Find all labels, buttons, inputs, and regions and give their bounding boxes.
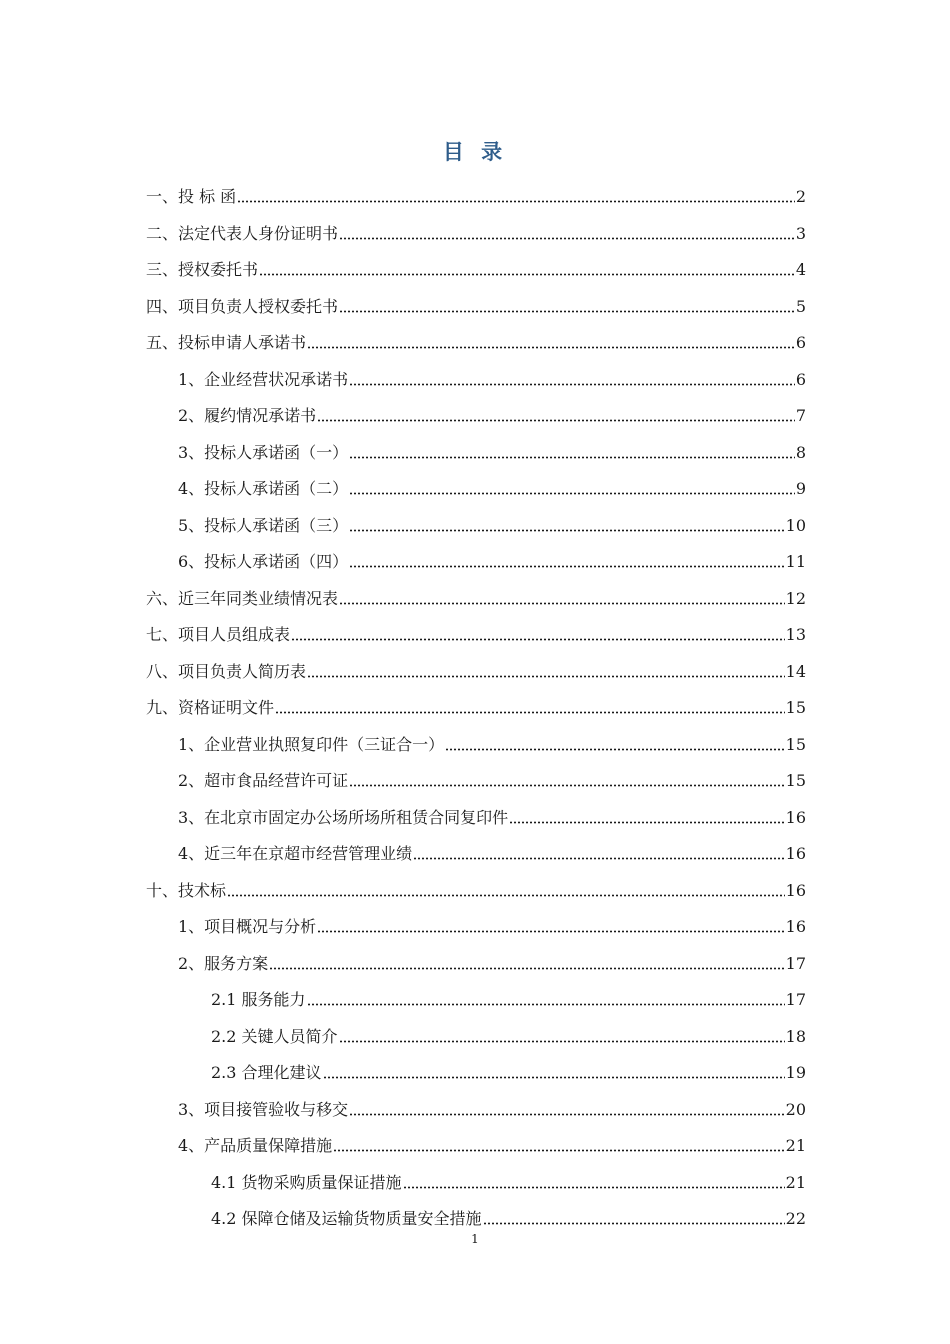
toc-dot-leader xyxy=(291,638,785,641)
toc-entry-page: 9 xyxy=(795,479,806,498)
toc-dot-leader xyxy=(307,346,795,349)
toc-entry-page: 15 xyxy=(785,734,806,754)
toc-dot-leader xyxy=(323,1076,785,1079)
toc-dot-leader xyxy=(339,237,795,240)
toc-entry-page: 14 xyxy=(785,661,806,681)
toc-entry-title: 4、产品质量保障措施 xyxy=(178,1136,333,1155)
toc-entry-page: 2 xyxy=(795,187,806,206)
toc-dot-leader xyxy=(317,930,784,933)
toc-entry[interactable] xyxy=(178,470,806,500)
toc-entry-title: 4.2 保障仓储及运输货物质量安全措施 xyxy=(211,1209,482,1228)
toc-entry-page: 8 xyxy=(795,442,806,462)
toc-entry-title: 九、资格证明文件 xyxy=(146,698,275,717)
toc-dot-leader xyxy=(349,529,784,532)
toc-dot-leader xyxy=(307,675,785,678)
toc-entry[interactable] xyxy=(146,251,806,281)
toc-entry[interactable] xyxy=(178,397,806,427)
toc-entry[interactable] xyxy=(146,288,806,318)
toc-entry-title: 三、授权委托书 xyxy=(146,260,259,279)
toc-entry[interactable] xyxy=(211,1200,806,1230)
toc-entry-title: 2.1 服务能力 xyxy=(211,990,306,1009)
toc-entry-title: 七、项目人员组成表 xyxy=(146,625,291,644)
toc-entry[interactable] xyxy=(178,945,806,975)
toc-entry-title: 6、投标人承诺函（四） xyxy=(178,552,349,571)
toc-entry-page: 12 xyxy=(785,588,806,608)
toc-entry[interactable] xyxy=(211,1054,806,1084)
toc-dot-leader xyxy=(237,200,795,203)
toc-entry-title: 4、投标人承诺函（二） xyxy=(178,479,349,498)
toc-entry-page: 20 xyxy=(785,1099,806,1119)
toc-dot-leader xyxy=(307,1003,785,1006)
toc-entry[interactable] xyxy=(146,653,806,683)
toc-entry-page: 16 xyxy=(785,880,806,900)
toc-entry[interactable] xyxy=(146,215,806,245)
toc-dot-leader xyxy=(349,1113,784,1116)
toc-entry[interactable] xyxy=(178,434,806,464)
toc-dot-leader xyxy=(339,602,785,605)
toc-entry-page: 10 xyxy=(785,515,806,535)
toc-entry[interactable] xyxy=(211,981,806,1011)
toc-entry-page: 17 xyxy=(785,990,806,1009)
toc-dot-leader xyxy=(349,456,795,459)
toc-entry-title: 3、在北京市固定办公场所场所租赁合同复印件 xyxy=(178,807,509,827)
toc-dot-leader xyxy=(317,419,795,422)
toc-entry-title: 5、投标人承诺函（三） xyxy=(178,515,349,535)
toc-entry[interactable] xyxy=(146,178,806,208)
toc-entry-page: 4 xyxy=(795,260,806,279)
toc-dot-leader xyxy=(349,565,784,568)
toc-dot-leader xyxy=(275,711,785,714)
toc-entry-page: 6 xyxy=(795,369,806,389)
toc-entry[interactable] xyxy=(211,1164,806,1194)
toc-entry-title: 2.2 关键人员简介 xyxy=(211,1026,338,1046)
toc-entry[interactable] xyxy=(178,762,806,792)
toc-entry-page: 3 xyxy=(795,223,806,243)
toc-dot-leader xyxy=(339,1040,785,1043)
toc-dot-leader xyxy=(227,894,785,897)
toc-entry-title: 五、投标申请人承诺书 xyxy=(146,333,307,352)
toc-entry-title: 二、法定代表人身份证明书 xyxy=(146,223,339,243)
toc-entry-title: 2、超市食品经营许可证 xyxy=(178,771,349,790)
toc-entry-page: 21 xyxy=(785,1172,806,1192)
toc-entry[interactable] xyxy=(146,872,806,902)
toc-entry-page: 13 xyxy=(785,625,806,644)
toc-dot-leader xyxy=(445,748,784,751)
toc-entry-page: 5 xyxy=(795,296,806,316)
toc-entry-title: 十、技术标 xyxy=(146,880,227,900)
toc-entry-title: 一、投 标 函 xyxy=(146,187,237,206)
toc-dot-leader xyxy=(413,857,784,860)
toc-entry-page: 6 xyxy=(795,333,806,352)
toc-entry-title: 2.3 合理化建议 xyxy=(211,1063,322,1082)
toc-entry-page: 18 xyxy=(785,1026,806,1046)
toc-entry[interactable] xyxy=(178,361,806,391)
toc-entry[interactable] xyxy=(178,507,806,537)
page-title: 目 录 xyxy=(442,140,508,164)
toc-entry-page: 15 xyxy=(785,771,806,790)
toc-entry-page: 16 xyxy=(785,807,806,827)
toc-entry-title: 1、企业营业执照复印件（三证合一） xyxy=(178,734,445,754)
toc-dot-leader xyxy=(403,1186,785,1189)
toc-dot-leader xyxy=(259,273,795,276)
toc-entry[interactable] xyxy=(146,689,806,719)
toc-entry-title: 2、履约情况承诺书 xyxy=(178,406,317,425)
toc-entry-title: 4、近三年在京超市经营管理业绩 xyxy=(178,844,413,863)
toc-entry-page: 7 xyxy=(795,406,806,425)
toc-entry-title: 1、项目概况与分析 xyxy=(178,917,317,936)
toc-entry-page: 16 xyxy=(785,844,806,863)
toc-dot-leader xyxy=(483,1222,785,1225)
toc-entry[interactable] xyxy=(146,616,806,646)
toc-entry[interactable] xyxy=(178,1091,806,1121)
toc-entry[interactable] xyxy=(211,1018,806,1048)
toc-entry-title: 四、项目负责人授权委托书 xyxy=(146,296,339,316)
toc-entry-page: 17 xyxy=(785,953,806,973)
toc-entry-page: 22 xyxy=(785,1209,806,1228)
toc-dot-leader xyxy=(349,492,795,495)
toc-entry-title: 3、项目接管验收与移交 xyxy=(178,1099,349,1119)
toc-dot-leader xyxy=(339,310,795,313)
toc-entry[interactable] xyxy=(178,543,806,573)
toc-entry[interactable] xyxy=(178,726,806,756)
toc-entry-title: 3、投标人承诺函（一） xyxy=(178,442,349,462)
toc-entry[interactable] xyxy=(178,799,806,829)
toc-dot-leader xyxy=(333,1149,784,1152)
toc-entry-page: 19 xyxy=(785,1063,806,1082)
toc-entry[interactable] xyxy=(178,835,806,865)
toc-entry-title: 4.1 货物采购质量保证措施 xyxy=(211,1172,402,1192)
page-number: 1 xyxy=(471,1232,479,1246)
toc-dot-leader xyxy=(349,383,795,386)
toc-entry-page: 16 xyxy=(785,917,806,936)
toc-entry[interactable] xyxy=(178,1127,806,1157)
toc-dot-leader xyxy=(349,784,784,787)
toc-entry-page: 21 xyxy=(785,1136,806,1155)
toc-entry-title: 八、项目负责人简历表 xyxy=(146,661,307,681)
toc-entry-title: 1、企业经营状况承诺书 xyxy=(178,369,349,389)
toc-entry[interactable] xyxy=(178,908,806,938)
toc-entry-title: 六、近三年同类业绩情况表 xyxy=(146,588,339,608)
toc-entry-page: 11 xyxy=(785,552,806,571)
toc-entry[interactable] xyxy=(146,324,806,354)
toc-dot-leader xyxy=(269,967,784,970)
toc-dot-leader xyxy=(509,821,784,824)
toc-entry[interactable] xyxy=(146,580,806,610)
toc-entry-page: 15 xyxy=(785,698,806,717)
toc-entry-title: 2、服务方案 xyxy=(178,953,269,973)
